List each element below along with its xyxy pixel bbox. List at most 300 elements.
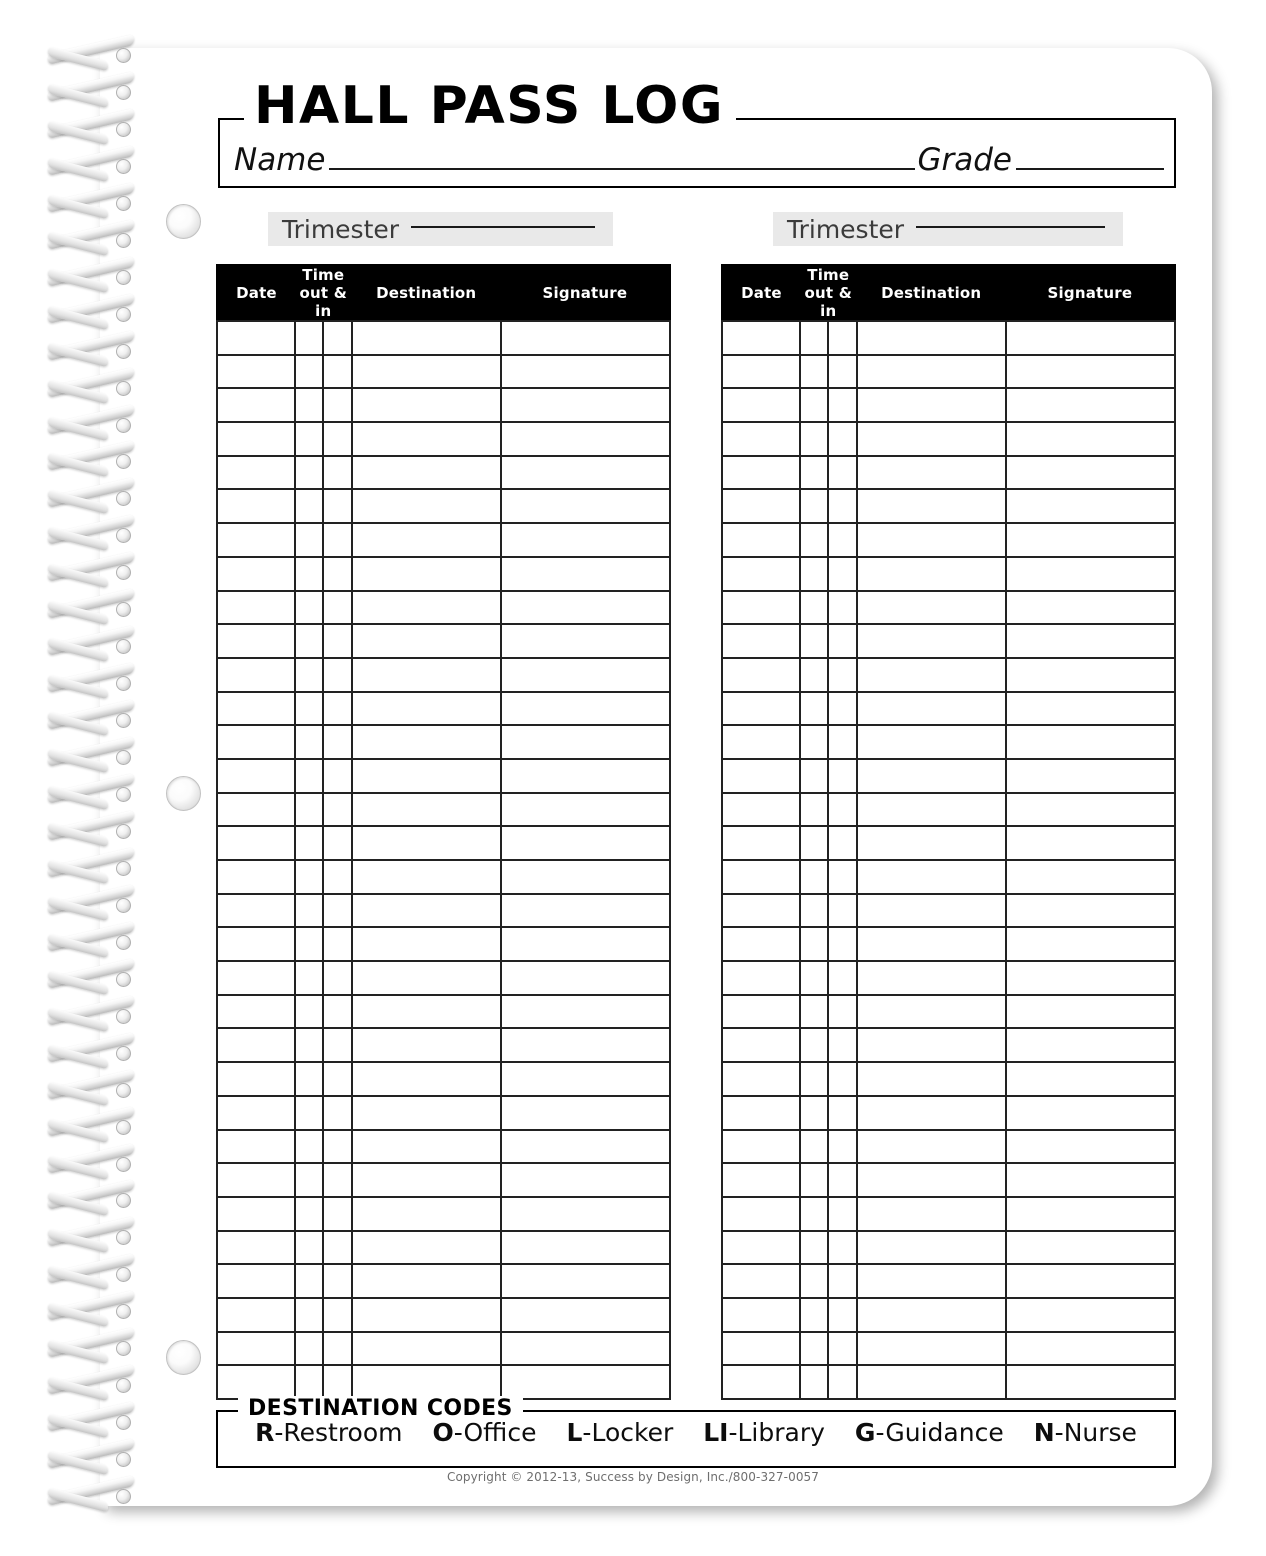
cell-date[interactable] — [722, 557, 800, 591]
cell-time-in[interactable] — [323, 658, 351, 692]
cell-date[interactable] — [217, 1130, 295, 1164]
cell-time-in[interactable] — [323, 1197, 351, 1231]
cell-date[interactable] — [217, 1332, 295, 1366]
cell-signature[interactable] — [1006, 826, 1175, 860]
cell-destination[interactable] — [352, 1231, 501, 1265]
cell-destination[interactable] — [857, 860, 1006, 894]
cell-signature[interactable] — [501, 1264, 670, 1298]
cell-signature[interactable] — [1006, 1163, 1175, 1197]
cell-date[interactable] — [217, 1096, 295, 1130]
cell-destination[interactable] — [857, 927, 1006, 961]
cell-date[interactable] — [217, 523, 295, 557]
cell-date[interactable] — [722, 456, 800, 490]
cell-date[interactable] — [217, 860, 295, 894]
cell-time-in[interactable] — [828, 725, 856, 759]
cell-time-in[interactable] — [828, 321, 856, 355]
cell-destination[interactable] — [352, 1365, 501, 1399]
cell-time-out[interactable] — [295, 1264, 323, 1298]
cell-signature[interactable] — [501, 1062, 670, 1096]
cell-signature[interactable] — [1006, 1332, 1175, 1366]
cell-time-in[interactable] — [323, 759, 351, 793]
cell-destination[interactable] — [352, 1298, 501, 1332]
cell-time-in[interactable] — [828, 355, 856, 389]
cell-date[interactable] — [217, 1365, 295, 1399]
cell-date[interactable] — [722, 725, 800, 759]
cell-time-out[interactable] — [295, 692, 323, 726]
cell-signature[interactable] — [501, 557, 670, 591]
cell-destination[interactable] — [857, 894, 1006, 928]
cell-date[interactable] — [722, 692, 800, 726]
cell-date[interactable] — [217, 388, 295, 422]
cell-time-in[interactable] — [323, 591, 351, 625]
cell-time-in[interactable] — [323, 1096, 351, 1130]
cell-time-in[interactable] — [323, 1062, 351, 1096]
cell-signature[interactable] — [501, 1130, 670, 1164]
cell-signature[interactable] — [1006, 927, 1175, 961]
cell-destination[interactable] — [352, 523, 501, 557]
cell-destination[interactable] — [352, 489, 501, 523]
cell-time-out[interactable] — [800, 1130, 828, 1164]
cell-time-out[interactable] — [295, 1365, 323, 1399]
cell-date[interactable] — [722, 523, 800, 557]
cell-signature[interactable] — [1006, 1028, 1175, 1062]
cell-time-out[interactable] — [800, 860, 828, 894]
trimester-input[interactable] — [916, 226, 1105, 228]
cell-time-in[interactable] — [828, 1130, 856, 1164]
cell-signature[interactable] — [501, 725, 670, 759]
cell-time-out[interactable] — [295, 1028, 323, 1062]
cell-signature[interactable] — [1006, 456, 1175, 490]
cell-destination[interactable] — [352, 591, 501, 625]
cell-destination[interactable] — [352, 759, 501, 793]
cell-time-out[interactable] — [295, 1130, 323, 1164]
cell-time-out[interactable] — [800, 692, 828, 726]
cell-destination[interactable] — [857, 961, 1006, 995]
cell-time-out[interactable] — [800, 793, 828, 827]
cell-destination[interactable] — [352, 1130, 501, 1164]
cell-time-out[interactable] — [800, 1028, 828, 1062]
cell-time-out[interactable] — [295, 388, 323, 422]
cell-signature[interactable] — [501, 624, 670, 658]
cell-date[interactable] — [722, 1062, 800, 1096]
cell-signature[interactable] — [501, 591, 670, 625]
cell-time-out[interactable] — [295, 355, 323, 389]
cell-signature[interactable] — [501, 826, 670, 860]
cell-time-out[interactable] — [800, 321, 828, 355]
cell-time-out[interactable] — [800, 658, 828, 692]
cell-date[interactable] — [217, 1197, 295, 1231]
cell-time-out[interactable] — [800, 725, 828, 759]
cell-time-in[interactable] — [828, 624, 856, 658]
cell-time-in[interactable] — [323, 489, 351, 523]
cell-destination[interactable] — [857, 321, 1006, 355]
cell-destination[interactable] — [352, 1264, 501, 1298]
cell-time-in[interactable] — [828, 489, 856, 523]
cell-destination[interactable] — [857, 591, 1006, 625]
cell-date[interactable] — [217, 456, 295, 490]
cell-destination[interactable] — [352, 1163, 501, 1197]
cell-date[interactable] — [722, 860, 800, 894]
cell-date[interactable] — [217, 927, 295, 961]
cell-time-in[interactable] — [828, 793, 856, 827]
cell-time-in[interactable] — [828, 557, 856, 591]
cell-date[interactable] — [217, 894, 295, 928]
cell-signature[interactable] — [501, 759, 670, 793]
cell-time-in[interactable] — [323, 793, 351, 827]
cell-date[interactable] — [217, 961, 295, 995]
cell-destination[interactable] — [857, 523, 1006, 557]
cell-signature[interactable] — [501, 1163, 670, 1197]
cell-time-in[interactable] — [828, 961, 856, 995]
cell-destination[interactable] — [857, 692, 1006, 726]
cell-time-in[interactable] — [323, 1365, 351, 1399]
cell-time-in[interactable] — [323, 1332, 351, 1366]
cell-date[interactable] — [217, 725, 295, 759]
cell-date[interactable] — [722, 826, 800, 860]
cell-signature[interactable] — [1006, 1365, 1175, 1399]
cell-time-in[interactable] — [323, 1130, 351, 1164]
cell-signature[interactable] — [1006, 591, 1175, 625]
cell-date[interactable] — [217, 692, 295, 726]
cell-time-in[interactable] — [828, 860, 856, 894]
cell-date[interactable] — [722, 321, 800, 355]
cell-destination[interactable] — [352, 692, 501, 726]
cell-date[interactable] — [217, 658, 295, 692]
cell-date[interactable] — [217, 1028, 295, 1062]
cell-signature[interactable] — [501, 995, 670, 1029]
cell-destination[interactable] — [352, 1062, 501, 1096]
cell-destination[interactable] — [857, 1197, 1006, 1231]
cell-time-out[interactable] — [295, 422, 323, 456]
cell-signature[interactable] — [1006, 321, 1175, 355]
cell-signature[interactable] — [1006, 759, 1175, 793]
cell-date[interactable] — [722, 1332, 800, 1366]
cell-date[interactable] — [722, 793, 800, 827]
cell-destination[interactable] — [857, 1332, 1006, 1366]
cell-destination[interactable] — [857, 1130, 1006, 1164]
cell-date[interactable] — [722, 1298, 800, 1332]
cell-destination[interactable] — [857, 557, 1006, 591]
cell-signature[interactable] — [501, 860, 670, 894]
cell-signature[interactable] — [1006, 422, 1175, 456]
cell-time-in[interactable] — [828, 1197, 856, 1231]
cell-time-in[interactable] — [828, 1264, 856, 1298]
cell-date[interactable] — [722, 961, 800, 995]
cell-destination[interactable] — [857, 658, 1006, 692]
cell-destination[interactable] — [352, 388, 501, 422]
cell-date[interactable] — [722, 759, 800, 793]
cell-time-out[interactable] — [295, 1197, 323, 1231]
cell-date[interactable] — [217, 793, 295, 827]
cell-time-in[interactable] — [323, 1231, 351, 1265]
cell-destination[interactable] — [352, 961, 501, 995]
cell-signature[interactable] — [501, 658, 670, 692]
cell-signature[interactable] — [1006, 995, 1175, 1029]
cell-date[interactable] — [722, 1130, 800, 1164]
cell-time-in[interactable] — [323, 1298, 351, 1332]
cell-signature[interactable] — [1006, 523, 1175, 557]
cell-destination[interactable] — [857, 489, 1006, 523]
cell-time-out[interactable] — [295, 995, 323, 1029]
name-input[interactable] — [329, 168, 915, 170]
cell-time-out[interactable] — [295, 725, 323, 759]
cell-destination[interactable] — [352, 1028, 501, 1062]
cell-time-out[interactable] — [295, 759, 323, 793]
cell-signature[interactable] — [501, 793, 670, 827]
cell-time-in[interactable] — [323, 826, 351, 860]
cell-time-out[interactable] — [295, 1096, 323, 1130]
cell-signature[interactable] — [1006, 1298, 1175, 1332]
cell-signature[interactable] — [1006, 489, 1175, 523]
cell-time-out[interactable] — [295, 624, 323, 658]
cell-time-out[interactable] — [295, 793, 323, 827]
cell-time-out[interactable] — [800, 1163, 828, 1197]
cell-time-out[interactable] — [295, 523, 323, 557]
cell-date[interactable] — [722, 422, 800, 456]
cell-signature[interactable] — [501, 1096, 670, 1130]
cell-date[interactable] — [722, 1365, 800, 1399]
cell-time-out[interactable] — [295, 557, 323, 591]
cell-time-in[interactable] — [828, 591, 856, 625]
cell-time-out[interactable] — [295, 658, 323, 692]
cell-time-out[interactable] — [800, 927, 828, 961]
cell-time-in[interactable] — [323, 894, 351, 928]
cell-date[interactable] — [722, 1163, 800, 1197]
cell-date[interactable] — [217, 355, 295, 389]
cell-date[interactable] — [217, 321, 295, 355]
cell-destination[interactable] — [352, 658, 501, 692]
cell-time-in[interactable] — [828, 1231, 856, 1265]
cell-time-in[interactable] — [828, 759, 856, 793]
cell-signature[interactable] — [501, 489, 670, 523]
cell-date[interactable] — [217, 557, 295, 591]
cell-time-out[interactable] — [800, 1197, 828, 1231]
cell-signature[interactable] — [1006, 624, 1175, 658]
cell-time-in[interactable] — [828, 1332, 856, 1366]
cell-signature[interactable] — [1006, 1062, 1175, 1096]
cell-time-in[interactable] — [323, 1163, 351, 1197]
cell-date[interactable] — [722, 624, 800, 658]
cell-time-in[interactable] — [828, 422, 856, 456]
cell-destination[interactable] — [857, 456, 1006, 490]
cell-signature[interactable] — [501, 422, 670, 456]
cell-signature[interactable] — [501, 1197, 670, 1231]
cell-time-in[interactable] — [323, 456, 351, 490]
cell-time-out[interactable] — [295, 1231, 323, 1265]
cell-time-in[interactable] — [323, 961, 351, 995]
cell-time-out[interactable] — [800, 1298, 828, 1332]
cell-time-out[interactable] — [800, 557, 828, 591]
cell-time-in[interactable] — [828, 1163, 856, 1197]
cell-time-in[interactable] — [323, 1028, 351, 1062]
cell-time-in[interactable] — [828, 388, 856, 422]
cell-time-out[interactable] — [800, 388, 828, 422]
cell-time-out[interactable] — [295, 1062, 323, 1096]
cell-time-in[interactable] — [828, 1096, 856, 1130]
cell-time-in[interactable] — [323, 321, 351, 355]
cell-time-out[interactable] — [800, 489, 828, 523]
cell-signature[interactable] — [1006, 1264, 1175, 1298]
cell-destination[interactable] — [857, 422, 1006, 456]
cell-time-out[interactable] — [295, 1332, 323, 1366]
cell-signature[interactable] — [1006, 692, 1175, 726]
cell-signature[interactable] — [1006, 658, 1175, 692]
cell-date[interactable] — [722, 388, 800, 422]
cell-time-out[interactable] — [800, 1365, 828, 1399]
cell-signature[interactable] — [1006, 894, 1175, 928]
cell-signature[interactable] — [501, 388, 670, 422]
cell-date[interactable] — [722, 1096, 800, 1130]
cell-destination[interactable] — [352, 860, 501, 894]
cell-signature[interactable] — [501, 894, 670, 928]
cell-time-in[interactable] — [323, 725, 351, 759]
cell-time-out[interactable] — [295, 860, 323, 894]
cell-date[interactable] — [217, 1298, 295, 1332]
cell-time-out[interactable] — [800, 456, 828, 490]
cell-time-in[interactable] — [828, 826, 856, 860]
cell-time-in[interactable] — [828, 995, 856, 1029]
cell-destination[interactable] — [857, 624, 1006, 658]
cell-destination[interactable] — [857, 1264, 1006, 1298]
cell-date[interactable] — [722, 1264, 800, 1298]
cell-time-in[interactable] — [323, 557, 351, 591]
cell-time-out[interactable] — [800, 355, 828, 389]
cell-destination[interactable] — [352, 894, 501, 928]
cell-time-out[interactable] — [800, 422, 828, 456]
cell-time-out[interactable] — [295, 489, 323, 523]
cell-destination[interactable] — [352, 624, 501, 658]
cell-signature[interactable] — [1006, 1197, 1175, 1231]
cell-signature[interactable] — [501, 692, 670, 726]
cell-destination[interactable] — [857, 355, 1006, 389]
cell-time-in[interactable] — [828, 1365, 856, 1399]
cell-date[interactable] — [217, 489, 295, 523]
cell-date[interactable] — [722, 1028, 800, 1062]
cell-time-out[interactable] — [800, 759, 828, 793]
cell-signature[interactable] — [1006, 860, 1175, 894]
cell-date[interactable] — [722, 894, 800, 928]
cell-signature[interactable] — [501, 355, 670, 389]
cell-signature[interactable] — [501, 1231, 670, 1265]
cell-time-in[interactable] — [323, 692, 351, 726]
cell-time-out[interactable] — [800, 1062, 828, 1096]
cell-time-in[interactable] — [828, 1028, 856, 1062]
cell-date[interactable] — [722, 927, 800, 961]
cell-destination[interactable] — [857, 1096, 1006, 1130]
cell-date[interactable] — [722, 658, 800, 692]
cell-signature[interactable] — [1006, 388, 1175, 422]
cell-signature[interactable] — [1006, 557, 1175, 591]
cell-date[interactable] — [722, 1197, 800, 1231]
cell-time-in[interactable] — [323, 523, 351, 557]
cell-date[interactable] — [217, 422, 295, 456]
cell-signature[interactable] — [1006, 961, 1175, 995]
cell-destination[interactable] — [352, 725, 501, 759]
cell-destination[interactable] — [857, 1231, 1006, 1265]
cell-time-out[interactable] — [800, 523, 828, 557]
cell-time-out[interactable] — [295, 591, 323, 625]
cell-destination[interactable] — [857, 826, 1006, 860]
cell-date[interactable] — [217, 995, 295, 1029]
cell-date[interactable] — [722, 591, 800, 625]
cell-time-out[interactable] — [800, 995, 828, 1029]
cell-date[interactable] — [217, 624, 295, 658]
cell-time-out[interactable] — [800, 961, 828, 995]
cell-destination[interactable] — [857, 1062, 1006, 1096]
cell-time-out[interactable] — [295, 826, 323, 860]
cell-destination[interactable] — [352, 456, 501, 490]
grade-input[interactable] — [1016, 168, 1164, 170]
cell-time-in[interactable] — [323, 860, 351, 894]
trimester-input[interactable] — [411, 226, 595, 228]
cell-signature[interactable] — [1006, 355, 1175, 389]
cell-signature[interactable] — [1006, 725, 1175, 759]
cell-destination[interactable] — [352, 1197, 501, 1231]
cell-time-in[interactable] — [828, 523, 856, 557]
cell-signature[interactable] — [501, 1028, 670, 1062]
cell-time-out[interactable] — [295, 456, 323, 490]
cell-destination[interactable] — [352, 1096, 501, 1130]
cell-time-in[interactable] — [323, 388, 351, 422]
cell-destination[interactable] — [352, 321, 501, 355]
cell-destination[interactable] — [857, 725, 1006, 759]
cell-signature[interactable] — [501, 927, 670, 961]
cell-destination[interactable] — [352, 557, 501, 591]
cell-date[interactable] — [217, 1163, 295, 1197]
cell-date[interactable] — [217, 759, 295, 793]
cell-time-in[interactable] — [828, 1062, 856, 1096]
cell-time-in[interactable] — [323, 422, 351, 456]
cell-time-out[interactable] — [295, 1163, 323, 1197]
cell-time-in[interactable] — [828, 692, 856, 726]
cell-date[interactable] — [722, 995, 800, 1029]
cell-time-out[interactable] — [295, 927, 323, 961]
cell-date[interactable] — [722, 489, 800, 523]
cell-time-out[interactable] — [800, 894, 828, 928]
cell-time-out[interactable] — [800, 1264, 828, 1298]
cell-time-in[interactable] — [323, 927, 351, 961]
cell-signature[interactable] — [501, 1298, 670, 1332]
cell-destination[interactable] — [857, 1028, 1006, 1062]
cell-time-out[interactable] — [800, 1332, 828, 1366]
cell-date[interactable] — [722, 1231, 800, 1265]
cell-time-in[interactable] — [828, 658, 856, 692]
cell-destination[interactable] — [857, 1298, 1006, 1332]
cell-signature[interactable] — [1006, 793, 1175, 827]
cell-destination[interactable] — [857, 759, 1006, 793]
cell-date[interactable] — [217, 1062, 295, 1096]
cell-destination[interactable] — [857, 1365, 1006, 1399]
cell-signature[interactable] — [1006, 1231, 1175, 1265]
cell-time-in[interactable] — [828, 456, 856, 490]
cell-signature[interactable] — [501, 523, 670, 557]
cell-time-out[interactable] — [800, 624, 828, 658]
cell-time-in[interactable] — [828, 927, 856, 961]
cell-date[interactable] — [217, 1264, 295, 1298]
cell-signature[interactable] — [501, 1332, 670, 1366]
cell-destination[interactable] — [352, 826, 501, 860]
cell-time-in[interactable] — [828, 1298, 856, 1332]
cell-destination[interactable] — [857, 995, 1006, 1029]
cell-time-in[interactable] — [323, 355, 351, 389]
cell-destination[interactable] — [857, 1163, 1006, 1197]
cell-time-out[interactable] — [800, 826, 828, 860]
cell-time-out[interactable] — [800, 1096, 828, 1130]
cell-destination[interactable] — [857, 388, 1006, 422]
cell-signature[interactable] — [1006, 1130, 1175, 1164]
cell-date[interactable] — [217, 826, 295, 860]
cell-signature[interactable] — [501, 456, 670, 490]
